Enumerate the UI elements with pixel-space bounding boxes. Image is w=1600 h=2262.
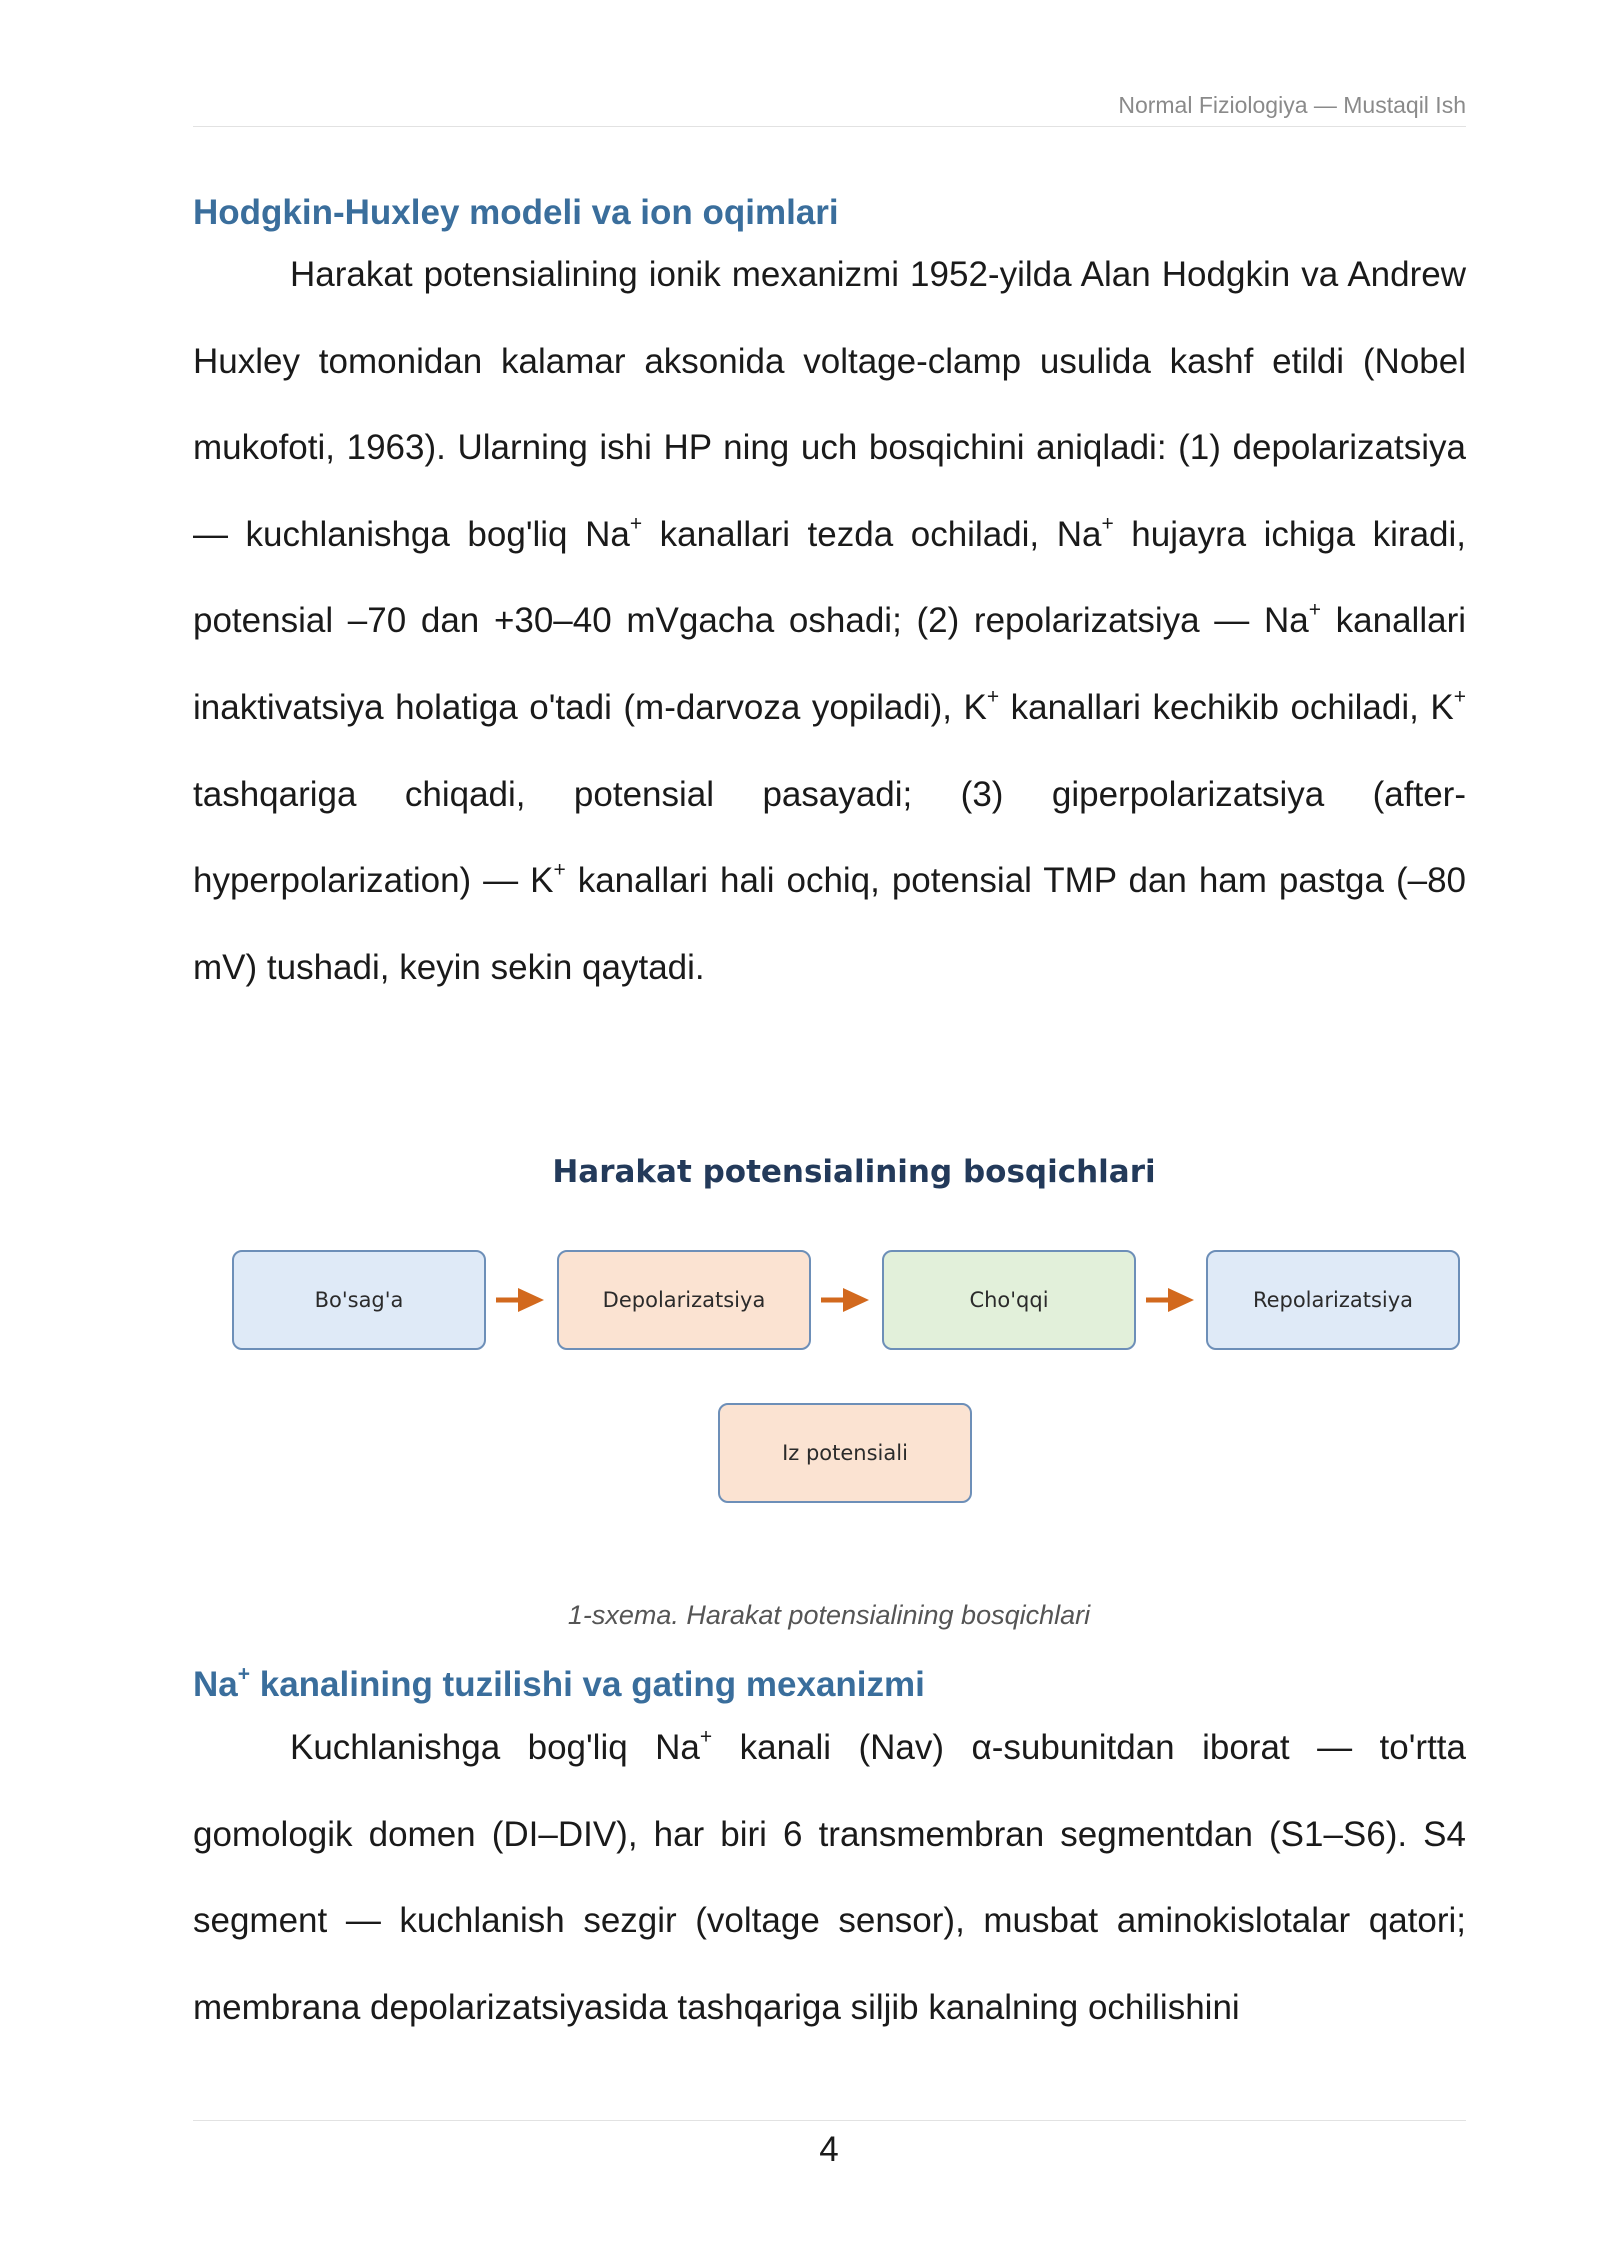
text-run: kanallari kechikib ochiladi, K [999, 687, 1454, 727]
arrow-right-icon [1144, 1285, 1196, 1315]
text-run: kanallari inaktivatsiya holatiga o'tadi (m-darvoza yopiladi), K [193, 601, 1466, 727]
diagram-node-label: Depolarizatsiya [602, 1288, 766, 1312]
superscript: + [1101, 512, 1114, 536]
running-header: Normal Fiziologiya — Mustaqil Ish [193, 92, 1466, 127]
superscript: + [553, 858, 566, 882]
figure-caption: 1-sxema. Harakat potensialining bosqichlari [567, 1600, 1091, 1630]
arrow-right-icon [494, 1285, 546, 1315]
superscript: + [1308, 598, 1321, 622]
text-run: hujayra ichiga kiradi, potensial –70 dan +30–40 mVgacha oshadi; (2) repolarizatsiya — Na [193, 514, 1466, 641]
paragraph-na-channel [193, 1705, 1466, 2051]
heading-text: Na [193, 1665, 238, 1704]
text-run: kanallari hali ochiq, potensial TMP dan ham pastga (–80 mV) tushadi, keyin sekin qaytadi. [193, 861, 1466, 987]
diagram-node-repolarization [1206, 1250, 1460, 1350]
diagram-node-afterpotential [718, 1403, 972, 1503]
text-run: kanallari tezda ochiladi, Na [642, 514, 1102, 554]
footer-rule [193, 2120, 1466, 2121]
superscript: + [699, 1725, 713, 1749]
diagram-node-label: Bo'sag'a [314, 1288, 404, 1312]
text-run: Harakat potensialining ionik mexanizmi 1952-yilda Alan Hodgkin va Andrew Huxley tomonidan kalamar aksonida voltage-clamp usulida kashf etildi (Nobel mukofoti, 1963). Ularning ishi HP ning uch bosqichini aniqladi: (1) depolarizatsiya — kuchlanishga bog'liq Na [193, 255, 1466, 554]
flow-diagram [0, 1140, 1600, 1540]
paragraph-hodgkin-huxley [193, 232, 1466, 1011]
section-heading-na-channel [193, 1662, 925, 1705]
superscript: + [986, 685, 1000, 709]
diagram-node-label: Repolarizatsiya [1252, 1288, 1414, 1312]
diagram-node-depolarization [557, 1250, 811, 1350]
superscript: + [629, 512, 643, 536]
superscript: + [1453, 685, 1466, 709]
heading-text: kanalining tuzilishi va gating mexanizmi [250, 1665, 925, 1704]
heading-superscript: + [237, 1662, 251, 1686]
text-run: kanali (Nav) α-subunitdan iborat — to'rtta gomologik domen (DI–DIV), har biri 6 transmembran segmentdan (S1–S6). S4 segment — kuchlanish sezgir (voltage sensor), musbat aminokislotalar qatori; membrana depolarizatsiyasida tashqariga siljib kanalning ochilishini [193, 1728, 1466, 2027]
diagram-node-label: Cho'qqi [969, 1288, 1049, 1312]
diagram-node-peak [882, 1250, 1136, 1350]
diagram-title: Harakat potensialining bosqichlari [552, 1154, 1156, 1190]
section-heading-hodgkin-huxley: Hodgkin-Huxley modeli va ion oqimlari [193, 193, 839, 232]
diagram-node-label: Iz potensiali [782, 1441, 908, 1465]
text-run: Kuchlanishga bog'liq Na [290, 1728, 700, 1767]
page-number: 4 [819, 2130, 839, 2169]
arrow-right-icon [819, 1285, 871, 1315]
text-run: tashqariga chiqadi, potensial pasayadi; (3) giperpolarizatsiya (after-hyperpolarization) — K [193, 774, 1466, 901]
diagram-node-threshold [232, 1250, 486, 1350]
